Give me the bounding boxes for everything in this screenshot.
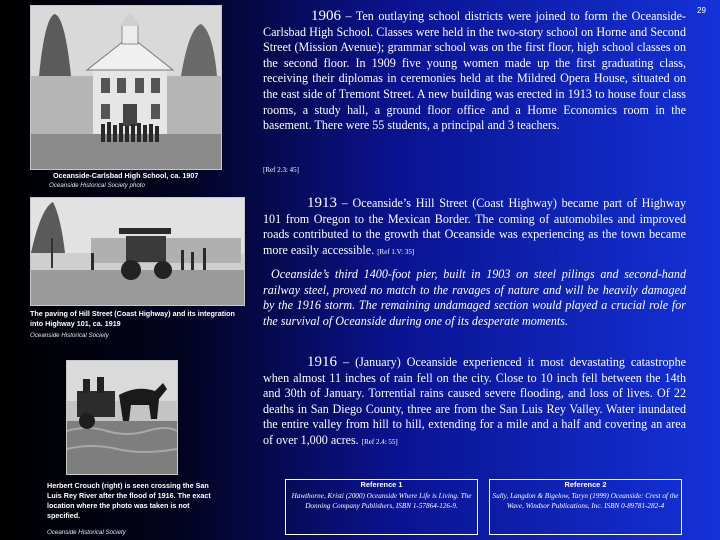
road-paving-credit: Oceanside Historical Society	[30, 332, 109, 339]
flood-crossing-caption: Herbert Crouch (right) is seen crossing the San Luis Rey River after the flood of 1916. The exact location where the photo was taken is not specified.	[47, 481, 211, 520]
entry-1906-text: – Ten outlaying school districts were joined to form the Oceanside-Carlsbad High School. Classes were held in the two-story school on Horne and Second Street (Mission Avenue); grammar school was on the first floor, high school classes on the second floor. In 1909 five young women made up the first graduating class, receiving their diplomas in ceremonies held at the Mildred Opera House, situated on the east side of Tremont Street. A new building was erected in 1913 to house four class rooms, a study hall, a ground floor office and a Home Economics room in the basement. There were 55 students, a principal and 3 teachers.	[263, 9, 686, 133]
entry-1906-ref: [Ref 2.3: 45]	[263, 166, 299, 174]
entry-1906-year: 1906	[311, 8, 341, 24]
reference-box-2	[489, 479, 682, 535]
entry-1916-ref: [Ref 2.4: 55]	[361, 437, 398, 446]
reference-box-1	[285, 479, 478, 535]
reference-2-title: Reference 2	[564, 480, 607, 489]
entry-1916	[263, 355, 686, 451]
reference-2-body: Sully, Langdon & Bigelow, Taryn (1999) Oceanside: Crest of the Wave, Windsor Publications, Inc. ISBN 0-89781-282-4	[492, 491, 679, 510]
entry-1913	[263, 196, 686, 260]
school-photo	[30, 5, 222, 170]
reference-1-body: Hawthorne, Kristi (2000) Oceanside Where Life is Living. The Donning Company Publishers, ISBN 1-57864-126-9.	[291, 491, 472, 510]
road-paving-caption: The paving of Hill Street (Coast Highway) and its integration into Highway 101, ca. 1919	[30, 309, 235, 328]
entry-1913-ref: [Ref 1.V: 35]	[377, 247, 415, 256]
reference-1-title: Reference 1	[360, 480, 403, 489]
page-number: 29	[697, 6, 706, 15]
entry-1916-text: – (January) Oceanside experienced it most devastating catastrophe when almost 11 inches of rain fell on the city. Close to 10 inch fell between the 14th and 30th of January. Torrential rains caused severe flooding, and loss of lives. Of 22 deaths in San Diego County, three are from the San Luis Rey Valley. Water inundated the entire valley from hill to hill, extending for a mile and a half and covering an area of over 1,000 acres.	[263, 355, 686, 447]
flood-crossing-credit: Oceanside Historical Society	[47, 529, 126, 536]
entry-1913-text: – Oceanside’s Hill Street (Coast Highway) became part of Highway 101 from Oregon to the Mexican Border. The coming of automobiles and improved roads contributed to the growth that Oceanside was experiencing as the town became more easily accessible.	[263, 196, 686, 257]
school-photo-caption: Oceanside-Carlsbad High School, ca. 1907	[53, 171, 199, 180]
pier-note	[263, 267, 686, 329]
flood-crossing-photo	[66, 360, 178, 475]
entry-1916-year: 1916	[307, 354, 337, 370]
entry-1913-year: 1913	[307, 195, 337, 211]
pier-note-text: Oceanside’s third 1400-foot pier, built in 1903 on steel pilings and second-hand railway steel, proved no match to the ravages of nature and will be heavily damaged by the 1916 storm. The remaining undamaged section would played a crucial role for the survival of Oceanside during one of its desperate moments.	[263, 267, 686, 328]
school-photo-credit: Oceanside Historical Society photo	[49, 182, 145, 189]
entry-1906	[263, 9, 686, 134]
road-paving-photo	[30, 197, 245, 306]
